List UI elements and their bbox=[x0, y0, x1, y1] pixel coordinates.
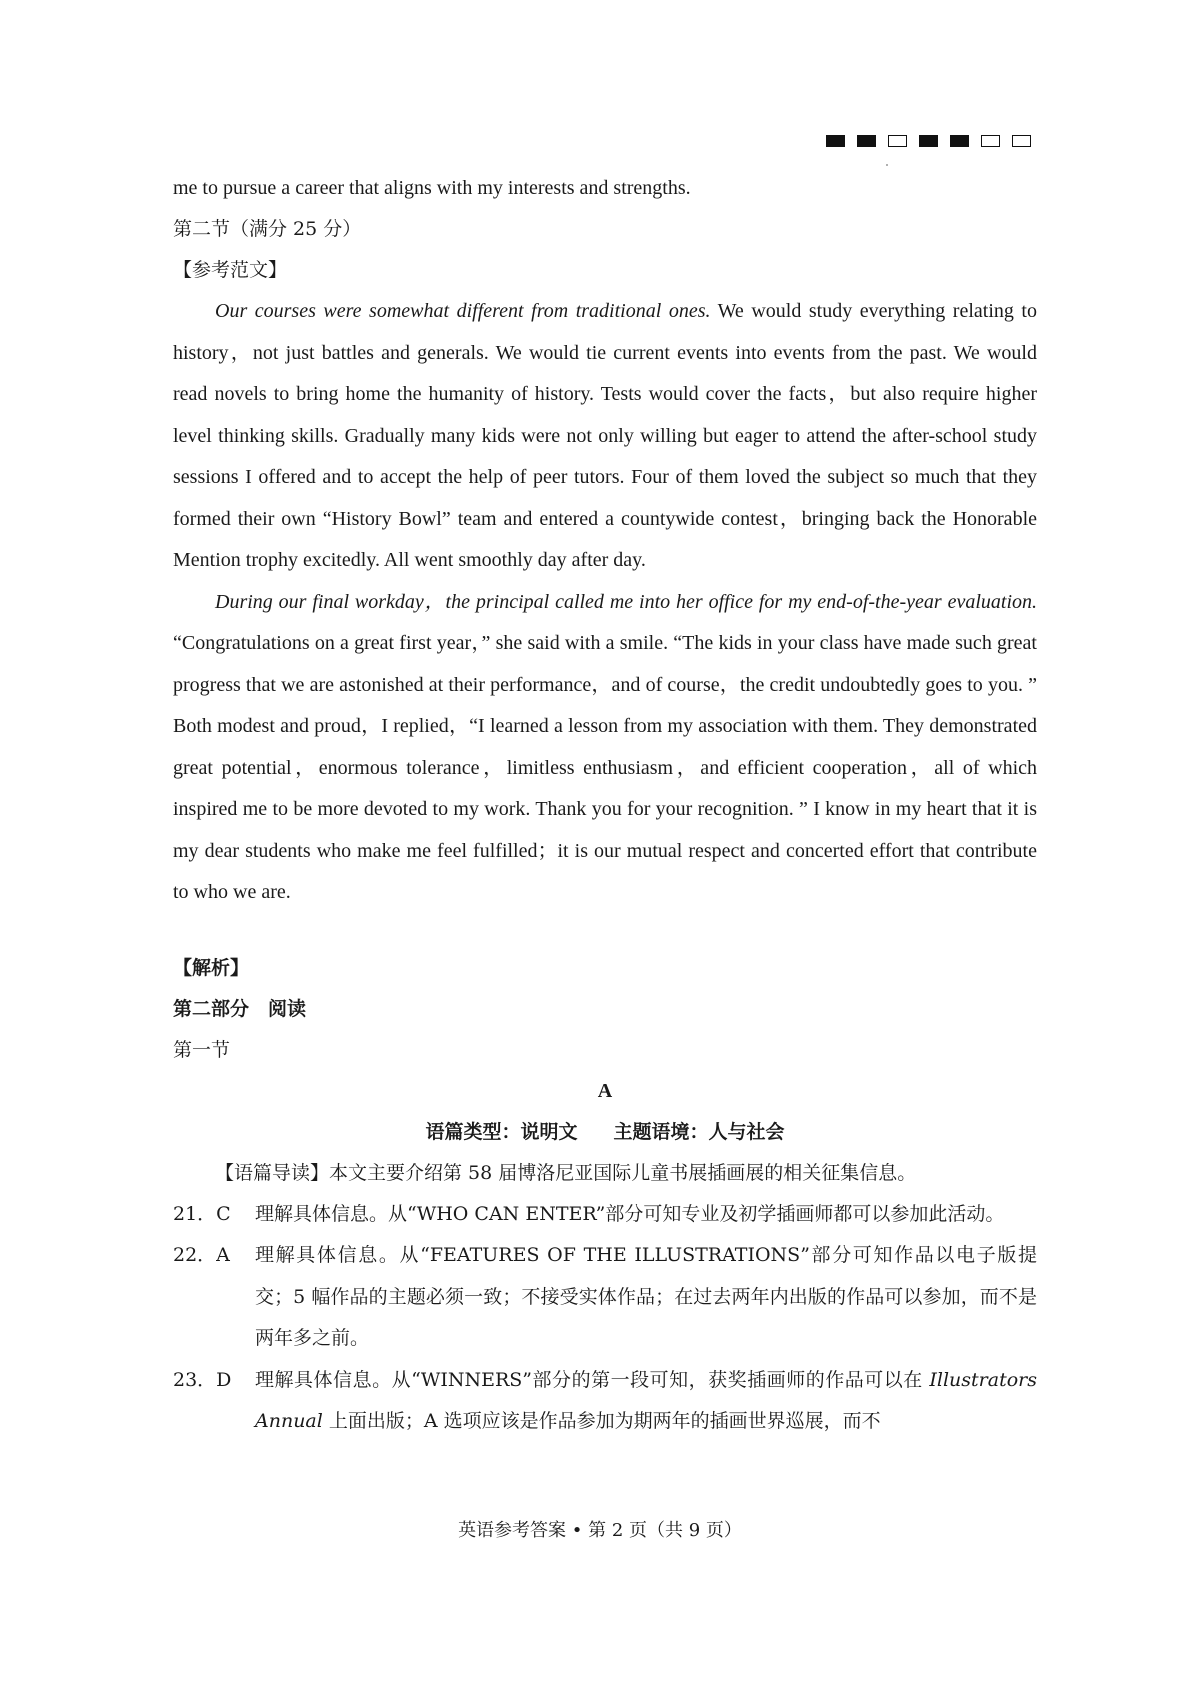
sample-essay-label: 【参考范文】 bbox=[173, 259, 288, 281]
header-mark bbox=[826, 135, 845, 147]
answer-text: 理解具体信息。从“WHO CAN ENTER”部分可知专业及初学插画师都可以参加此活动。 bbox=[255, 1202, 1005, 1225]
header-mark bbox=[919, 135, 938, 147]
header-mark bbox=[950, 135, 969, 147]
paragraph-1-lead: Our courses were somewhat different from traditional ones. bbox=[215, 300, 711, 322]
stray-dot bbox=[886, 164, 888, 166]
passage-guide: 【语篇导读】本文主要介绍第 58 届博洛尼亚国际儿童书展插画展的相关征集信息。 bbox=[215, 1161, 917, 1184]
header-marks bbox=[826, 135, 1043, 148]
page-footer: 英语参考答案 • 第 2 页（共 9 页） bbox=[458, 1520, 742, 1541]
answer-number: 21．C bbox=[173, 1202, 231, 1225]
answer-number: 22．A bbox=[173, 1244, 230, 1266]
header-mark bbox=[888, 135, 907, 147]
answer-text-post: 上面出版；A 选项应该是作品参加为期两年的插画世界巡展，而不 bbox=[322, 1410, 881, 1432]
answer-text bbox=[255, 1360, 1037, 1443]
answer-item bbox=[173, 1194, 1037, 1236]
book-title: Illustrators Annual bbox=[255, 1368, 1037, 1432]
answer-item bbox=[173, 1360, 1037, 1443]
answer-text-pre: 理解具体信息。从“WINNERS”部分的第一段可知，获奖插画师的作品可以在 bbox=[255, 1368, 930, 1391]
essay-paragraph-1 bbox=[173, 291, 1037, 582]
passage-theme: 主题语境：人与社会 bbox=[613, 1120, 785, 1143]
passage-letter: A bbox=[597, 1079, 613, 1102]
page-content bbox=[173, 168, 1037, 1443]
analysis-label: 【解析】 bbox=[173, 956, 250, 979]
answer-text: 理解具体信息。从“FEATURES OF THE ILLUSTRATIONS”部分可知作品以电子版提交；5 幅作品的主题必须一致；不接受实体作品；在过去两年内出版的作品可以参加，而不是两年多之前。 bbox=[255, 1244, 1037, 1349]
passage-meta bbox=[173, 1112, 1037, 1153]
answer-number: 23．D bbox=[173, 1368, 232, 1391]
header-mark bbox=[981, 135, 1000, 147]
paragraph-2-lead: During our final workday，the principal called me into her office for my end-of-the-year evaluation. bbox=[215, 590, 1037, 613]
header-mark bbox=[1012, 135, 1031, 147]
header-mark bbox=[857, 135, 876, 147]
paragraph-2-body: “Congratulations on a great first year，” she said with a smile. “The kids in your class have made such great progress that we are astonished at their performance，and of course，the credit undoubtedly goes to you. ” Both modest and proud，I replied，“I learned a lesson from my association with them. They demonstrated great potential，enormous tolerance，limitless enthusiasm，and efficient cooperation，all of which inspired me to be more devoted to my work. Thank you for your recognition. ” I know in my heart that it is my dear students who make me feel fulfilled；it is our mutual respect and concerted effort that contribute to who we are. bbox=[173, 632, 1037, 903]
passage-type: 语篇类型：说明文 bbox=[425, 1120, 578, 1143]
answer-item bbox=[173, 1235, 1037, 1360]
section2-title: 第二节（满分 25 分） bbox=[173, 218, 362, 240]
part2-title: 第二部分 阅读 bbox=[173, 997, 307, 1020]
continued-line: me to pursue a career that aligns with my interests and strengths. bbox=[173, 177, 691, 199]
paragraph-1-body: We would study everything relating to history，not just battles and generals. We would tie current events into events from the past. We would read novels to bring home the humanity of history. Tests would cover the facts，but also require higher level thinking skills. Gradually many kids were not only willing but eager to attend the after-school study sessions I offered and to accept the help of peer tutors. Four of them loved the subject so much that they formed their own “History Bowl” team and entered a countywide contest，bringing back the Honorable Mention trophy excitedly. All went smoothly day after day. bbox=[173, 300, 1037, 571]
spacer bbox=[173, 914, 1037, 948]
essay-paragraph-2 bbox=[173, 582, 1037, 914]
section1-title: 第一节 bbox=[173, 1038, 231, 1061]
